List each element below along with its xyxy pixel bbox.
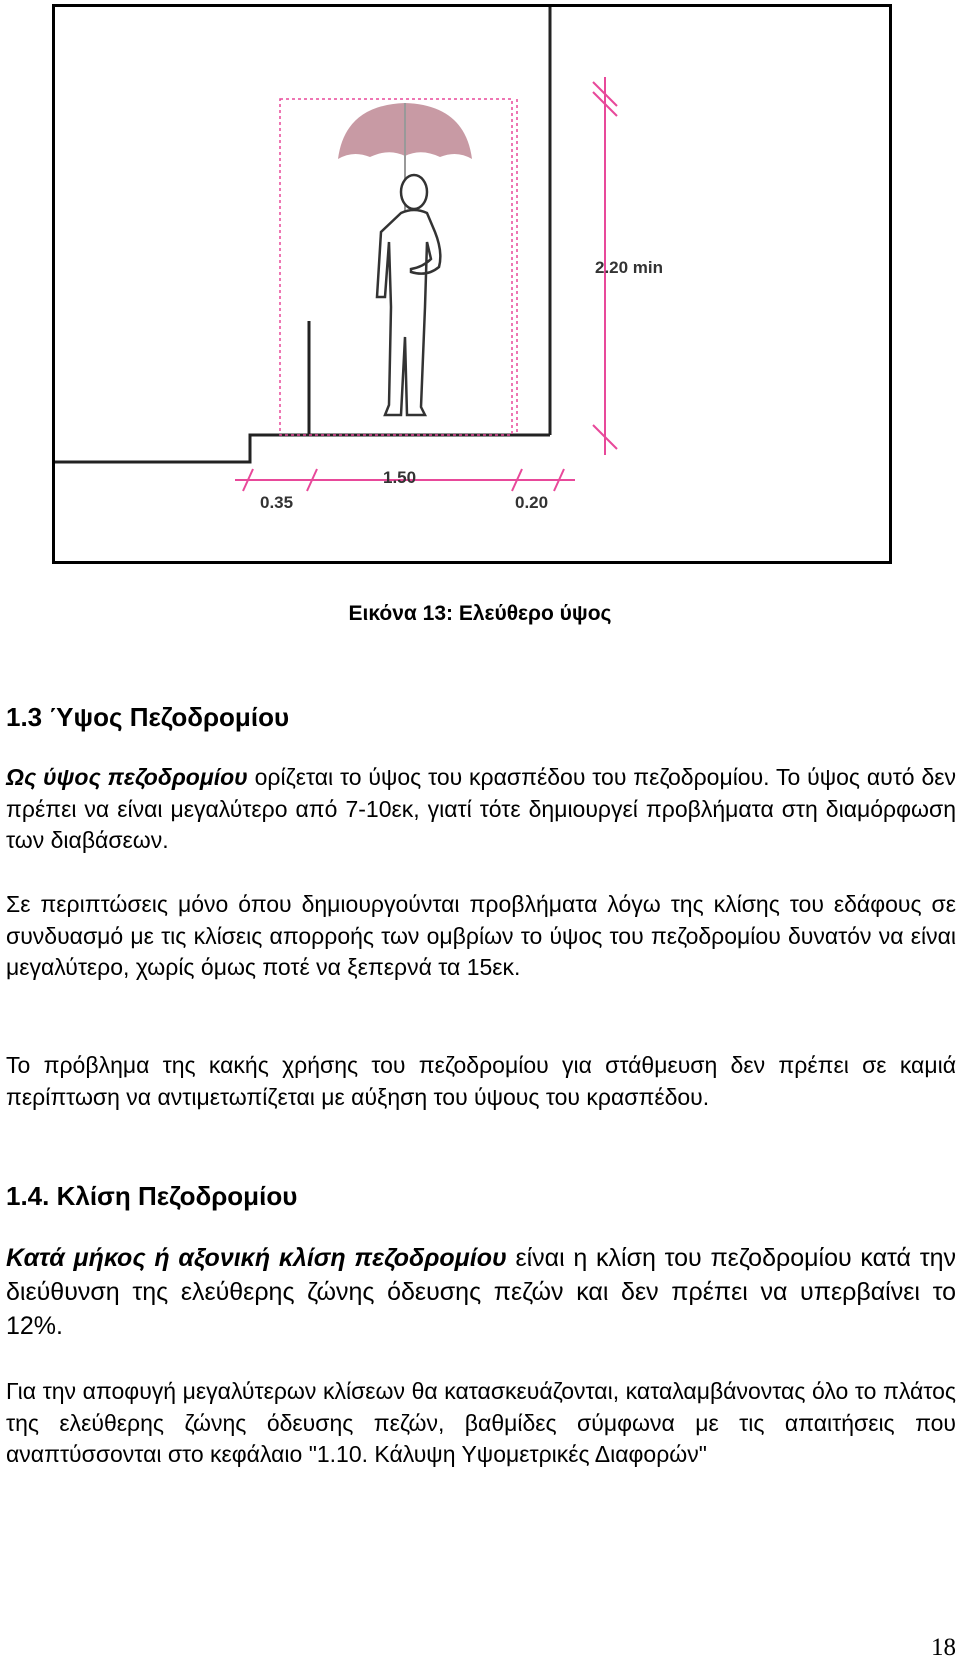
figure-caption: Εικόνα 13: Ελεύθερο ύψος (348, 602, 612, 625)
width-left-label: 0.35 (260, 493, 294, 512)
width-right-label: 0.20 (515, 493, 549, 512)
term-sidewalk-height: Ως ύψος πεζοδρομίου (6, 764, 248, 790)
paragraph-steps: Για την αποφυγή μεγαλύτερων κλίσεων θα κατασκευάζονται, καταλαμβάνοντας όλο το πλάτος της ελεύθερης ζώνης όδευσης πεζών, βαθμίδες σύμφωνα με τις απαιτήσεις που αναπτύσσονται στο κεφάλαιο "1.10. Κάλυψη Υψομετρικές Διαφορών" (6, 1378, 956, 1467)
figure-clearance-height (52, 4, 892, 564)
paragraph-text: ορίζεται το ύψος του κρασπέδου του πεζοδρομίου. Το ύψος αυτό δεν πρέπει να είναι μεγαλύτερο από 7-10εκ, γιατί τότε δημιουργεί προβλήματα στη διαμόρφωση των διαβάσεων. (6, 764, 957, 853)
paragraph-longitudinal-slope (6, 1241, 956, 1343)
term-longitudinal-slope: Κατά μήκος ή αξονική κλίση πεζοδρομίου (6, 1244, 507, 1272)
section-heading-1-3: 1.3 Ύψος Πεζοδρομίου (6, 702, 290, 732)
paragraph-parking-problem: Το πρόβλημα της κακής χρήσης του πεζοδρομίου για στάθμευση δεν πρέπει σε καμιά περίπτωση να αντιμετωπίζεται με αύξηση του ύψους του κρασπέδου. (6, 1052, 956, 1110)
paragraph-exceptions: Σε περιπτώσεις μόνο όπου δημιουργούνται προβλήματα λόγω της κλίσης του εδάφους σε συνδυασμό με τις κλίσεις απορροής των ομβρίων το ύψος του πεζοδρομίου δυνατόν να είναι μεγαλύτερο, χωρίς όμως ποτέ να ξεπερνά τα 15εκ. (6, 891, 956, 980)
width-main-label: 1.50 (383, 468, 417, 487)
height-label: 2.20 min (595, 258, 664, 277)
section-heading-1-4: 1.4. Κλίση Πεζοδρομίου (6, 1181, 298, 1211)
paragraph-text: είναι η κλίση του πεζοδρομίου κατά την διεύθυνση της ελεύθερης ζώνης όδευσης πεζών και δεν πρέπει να υπερβαίνει το 12%. (6, 1244, 956, 1340)
sidewalk-profile (55, 435, 550, 462)
clearance-diagram (55, 7, 889, 561)
paragraph-sidewalk-height-definition (6, 762, 956, 857)
pedestrian-figure (377, 175, 440, 415)
page-number: 18 (931, 1634, 956, 1661)
